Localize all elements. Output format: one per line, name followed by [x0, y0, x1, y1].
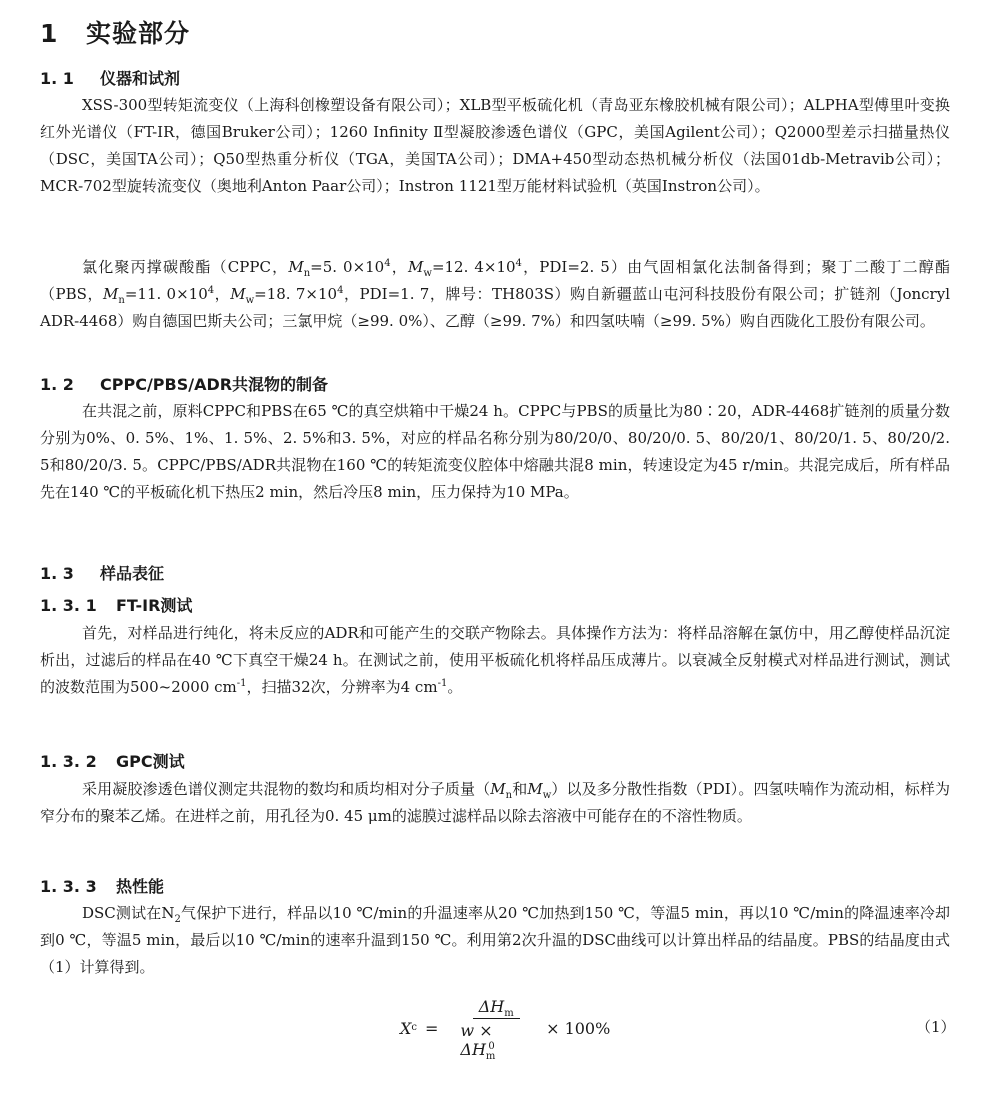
- subsection-number: 1. 1: [40, 69, 74, 88]
- subsection-title: CPPC/PBS/ADR共混物的制备: [100, 375, 329, 394]
- subsection-heading-characterization: [40, 561, 164, 584]
- paragraph-gpc: 采用凝胶渗透色谱仪测定共混物的数均和质均相对分子质量（$M_n$和$M_w$）以及多分散性指数（PDI）。四氢呋喃作为流动相，标样为窄分布的聚苯乙烯。在进样之前，用孔径为0. 45 μm的滤膜过滤样品以除去溶液中可能存在的不溶性物质。: [40, 780, 950, 825]
- formula-numerator: $\Delta H_m$: [473, 997, 520, 1019]
- subsection-heading-preparation: [40, 372, 328, 395]
- subsubsection-heading-ftir: [40, 593, 192, 616]
- crystallinity-formula: X c = $\frac{\Delta H_m}{w \times \Delta H_m^0}$ × 100%: [400, 997, 611, 1063]
- subsection-number: 1. 3: [40, 564, 74, 583]
- subsubsection-number: 1. 3. 2: [40, 752, 97, 771]
- formula-equals: =: [425, 1018, 439, 1038]
- paragraph-reagents: 氯化聚丙撑碳酸酯（CPPC，$M_n=5$. $0\times 10^4$，$M_w=12$. $4\times 10^4$，PDI=2. 5）由气固相氯化法制备得到；聚丁二酸丁二醇酯（PBS，$M_n=11$. $0\times 10^4$，$M_w=18$. $7\times 10^4$，PDI=1. 7，牌号：TH803S）购自新疆蓝山屯河科技股份有限公司；扩链剂（Joncryl ADR-4468）购自德国巴斯夫公司；三氯甲烷（≥99. 0%）、乙醇（≥99. 7%）和四氢呋喃（≥99. 5%）购自西陇化工股份有限公司。: [40, 258, 950, 330]
- formula-fraction: [454, 997, 538, 1063]
- paragraph-preparation: 在共混之前，原料CPPC和PBS在65 ℃的真空烘箱中干燥24 h。CPPC与PBS的质量比为80∶20，ADR-4468扩链剂的质量分数分别为0%、0. 5%、1%、1. 5%、2. 5%和3. 5%，对应的样品名称分别为80/20/0、80/20/0. 5、80/20/1、80/20/1. 5、80/20/2. 5和80/20/3. 5。CPPC/PBS/ADR共混物在160 ℃的转矩流变仪腔体中熔融共混8 min，转速设定为45 r/min。共混完成后，所有样品先在140 ℃的平板硫化机下热压2 min，然后冷压8 min，压力保持为10 MPa。: [40, 402, 950, 501]
- subsection-title: 仪器和试剂: [100, 69, 181, 88]
- subsubsection-heading-gpc: [40, 749, 185, 772]
- subsubsection-heading-thermal: [40, 874, 164, 897]
- subsubsection-number: 1. 3. 3: [40, 877, 97, 896]
- subsubsection-title: GPC测试: [116, 752, 185, 771]
- equation-number: （1）: [916, 1018, 956, 1036]
- formula-symbol-x: X: [400, 1018, 412, 1038]
- paragraph-thermal: DSC测试在$N_2$气保护下进行，样品以10 ℃/min的升温速率从20 ℃加热到150 ℃，等温5 min，再以10 ℃/min的降温速率冷却到0 ℃，等温5 min，最后以10 ℃/min的速率升温到150 ℃。利用第2次升温的DSC曲线可以计算出样品的结晶度。PBS的结晶度由式（1）计算得到。: [40, 904, 951, 976]
- section-number: 1: [40, 19, 59, 48]
- subsubsection-title: 热性能: [116, 877, 165, 896]
- subsection-heading-instruments: [40, 66, 180, 89]
- paragraph-ftir: 首先，对样品进行纯化，将未反应的ADR和可能产生的交联产物除去。具体操作方法为：将样品溶解在氯仿中，用乙醇使样品沉淀析出，过滤后的样品在40 ℃下真空干燥24 h。在测试之前，使用平板硫化机将样品压成薄片。以衰减全反射模式对样品进行测试，测试的波数范围为500~2000 $cm^{-1}$，扫描32次，分辨率为4 $cm^{-1}$。: [40, 624, 950, 696]
- paragraph-instruments: XSS-300型转矩流变仪（上海科创橡塑设备有限公司）；XLB型平板硫化机（青岛亚东橡胶机械有限公司）；ALPHA型傅里叶变换红外光谱仪（FT-IR，德国Bruker公司）；1260 Infinity Ⅱ型凝胶渗透色谱仪（GPC，美国Agilent公司）；Q2000型差示扫描量热仪（DSC，美国TA公司）；Q50型热重分析仪（TGA，美国TA公司）；DMA+450型动态热机械分析仪（法国01db-Metravib公司）；MCR-702型旋转流变仪（奥地利Anton Paar公司）；Instron 1121型万能材料试验机（英国Instron公司）。: [40, 96, 950, 195]
- section-heading: [40, 14, 190, 50]
- subsubsection-number: 1. 3. 1: [40, 596, 97, 615]
- subsection-number: 1. 2: [40, 375, 74, 394]
- formula-denominator: $w \times \Delta H_m^0$: [460, 1021, 496, 1063]
- formula-percent: × 100%: [546, 1018, 611, 1038]
- section-title: 实验部分: [86, 19, 191, 48]
- subsection-title: 样品表征: [100, 564, 165, 583]
- subsubsection-title: FT-IR测试: [116, 596, 193, 615]
